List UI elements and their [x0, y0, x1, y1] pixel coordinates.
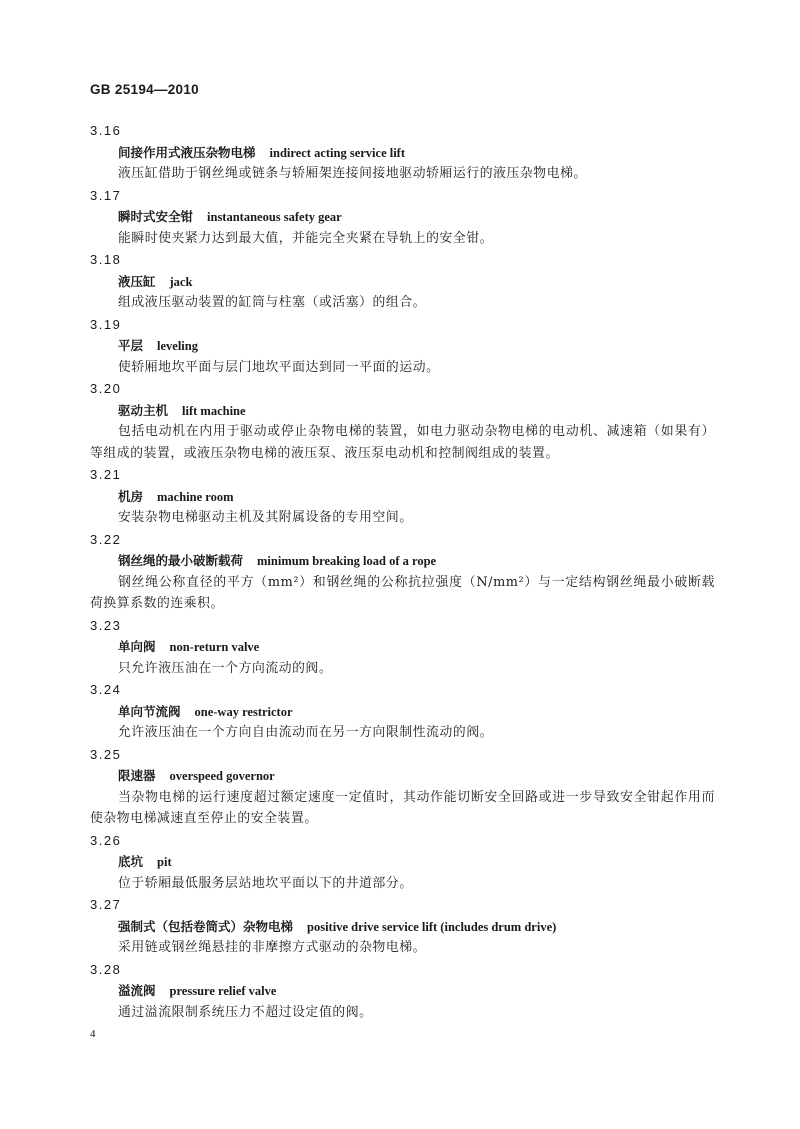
term-entry	[90, 185, 715, 250]
term-title-en: one-way restrictor	[194, 704, 293, 719]
term-title-en: jack	[169, 274, 193, 289]
standard-code: GB 25194—2010	[90, 82, 199, 97]
terms-list	[90, 120, 715, 1023]
term-title-zh: 强制式（包括卷筒式）杂物电梯	[118, 918, 294, 934]
term-definition: 允许液压油在一个方向自由流动而在另一方向限制性流动的阀。	[118, 725, 494, 740]
term-title-en: pressure relief valve	[169, 984, 277, 998]
term-number: 3.22	[90, 531, 122, 547]
term-number: 3.21	[90, 467, 122, 482]
term-definition: 钢丝绳公称直径的平方（mm²）和钢丝绳的公称抗拉强度（N/mm²）与一定结构钢丝绳最小破断载荷换算系数的连乘积。	[90, 574, 715, 611]
term-entry	[90, 378, 715, 464]
term-title-en: pit	[157, 855, 172, 869]
term-number: 3.25	[90, 746, 122, 762]
term-number: 3.23	[90, 617, 122, 633]
term-number: 3.26	[90, 832, 122, 848]
term-number: 3.19	[90, 316, 122, 332]
term-title	[90, 851, 715, 873]
term-entry	[90, 959, 715, 1024]
term-title-zh: 溢流阀	[118, 983, 156, 998]
term-title-zh: 瞬时式安全钳	[118, 209, 194, 224]
term-title	[90, 206, 715, 228]
term-title	[90, 550, 715, 572]
term-title	[90, 335, 715, 357]
term-title-zh: 单向节流阀	[118, 703, 181, 719]
term-entry	[90, 894, 715, 959]
term-title	[90, 271, 715, 293]
term-definition: 通过溢流限制系统压力不超过设定值的阀。	[118, 1004, 373, 1020]
term-entry	[90, 464, 715, 529]
term-title-zh: 机房	[118, 488, 144, 504]
term-definition: 组成液压驱动装置的缸筒与柱塞（或活塞）的组合。	[118, 295, 427, 310]
term-title-zh: 底坑	[118, 854, 144, 869]
term-definition: 能瞬时使夹紧力达到最大值，并能完全夹紧在导轨上的安全钳。	[118, 230, 494, 246]
term-title-en: overspeed governor	[169, 769, 275, 783]
term-entry	[90, 679, 715, 744]
term-entry	[90, 744, 715, 830]
term-title-en: indirect acting service lift	[269, 145, 406, 160]
term-title	[90, 636, 715, 658]
term-definition: 位于轿厢最低服务层站地坎平面以下的井道部分。	[118, 875, 413, 891]
term-definition: 使轿厢地坎平面与层门地坎平面达到同一平面的运动。	[118, 359, 440, 375]
term-title-zh: 限速器	[118, 768, 156, 783]
term-definition: 包括电动机在内用于驱动或停止杂物电梯的装置，如电力驱动杂物电梯的电动机、减速箱（如果有）等组成的装置，或液压杂物电梯的液压泵、液压泵电动机和控制阀组成的装置。	[90, 424, 715, 461]
term-definition: 安装杂物电梯驱动主机及其附属设备的专用空间。	[118, 510, 413, 525]
term-title-en: leveling	[157, 339, 198, 353]
term-title-zh: 液压缸	[118, 273, 156, 289]
term-definition: 只允许液压油在一个方向流动的阀。	[118, 660, 333, 676]
term-definition: 液压缸借助于钢丝绳或链条与轿厢架连接间接地驱动轿厢运行的液压杂物电梯。	[118, 166, 587, 181]
term-title-en: lift machine	[182, 403, 246, 418]
term-entry	[90, 314, 715, 379]
term-entry	[90, 120, 715, 185]
term-title-en: instantaneous safety gear	[207, 210, 342, 224]
term-title-en: positive drive service lift (includes drum drive)	[307, 919, 557, 934]
term-title	[90, 142, 715, 164]
term-title	[90, 400, 715, 422]
term-number: 3.20	[90, 381, 122, 396]
term-entry	[90, 249, 715, 314]
term-title	[90, 980, 715, 1002]
term-title-en: minimum breaking load of a rope	[257, 554, 437, 568]
term-number: 3.18	[90, 252, 122, 267]
term-title-zh: 平层	[118, 338, 144, 353]
term-entry	[90, 615, 715, 680]
term-title-zh: 钢丝绳的最小破断载荷	[118, 553, 244, 568]
term-number: 3.17	[90, 187, 122, 203]
term-title-zh: 驱动主机	[118, 402, 169, 418]
term-number: 3.27	[90, 897, 122, 912]
term-title-en: non-return valve	[169, 640, 260, 654]
term-title-en: machine room	[157, 489, 234, 504]
term-entry	[90, 830, 715, 895]
term-title	[90, 486, 715, 508]
term-definition: 采用链或钢丝绳悬挂的非摩擦方式驱动的杂物电梯。	[118, 940, 427, 955]
term-title	[90, 701, 715, 723]
term-title-zh: 单向阀	[118, 639, 156, 654]
term-definition: 当杂物电梯的运行速度超过额定速度一定值时，其动作能切断安全回路或进一步导致安全钳起作用而使杂物电梯减速直至停止的安全装置。	[90, 789, 715, 826]
term-number: 3.28	[90, 961, 122, 977]
term-title	[90, 765, 715, 787]
term-title-zh: 间接作用式液压杂物电梯	[118, 144, 256, 160]
term-entry	[90, 529, 715, 615]
term-number: 3.24	[90, 682, 122, 697]
term-title	[90, 916, 715, 938]
term-number: 3.16	[90, 123, 122, 138]
page-number: 4	[90, 1028, 96, 1040]
